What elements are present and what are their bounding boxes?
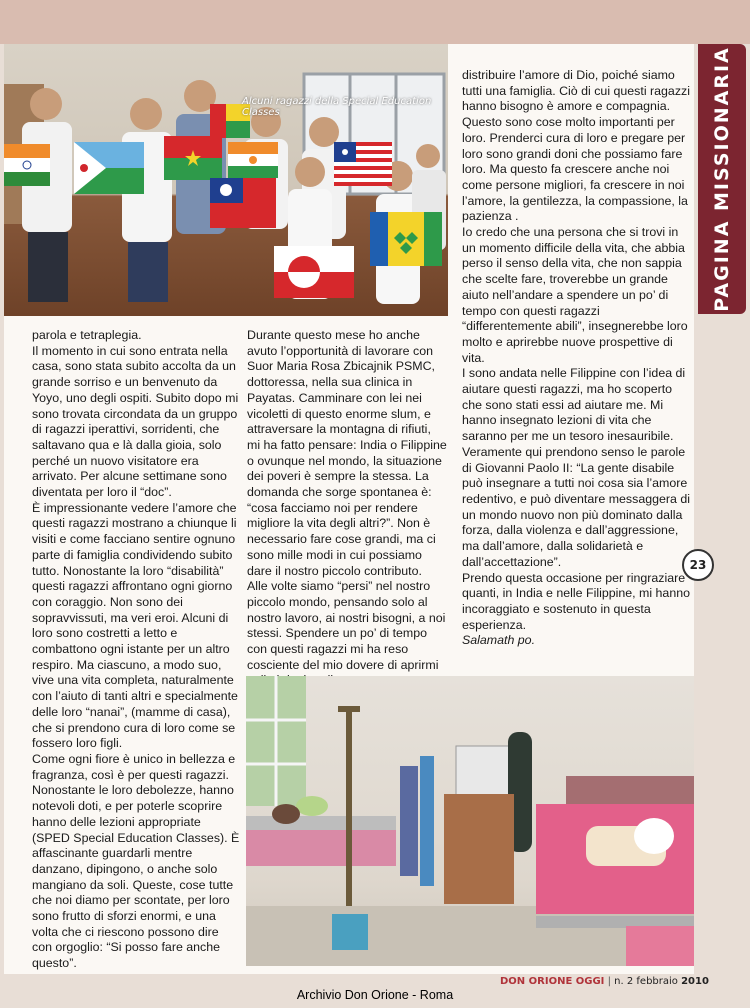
india-flag [4,144,50,186]
section-tab [698,44,746,314]
niger-flag [228,142,278,178]
greenland-flag [274,246,354,298]
djibouti-flag [74,142,144,194]
article-column-3-wrap [462,68,690,649]
article-column-3: distribuire l’amore di Dio, poiché siamo tutti una famiglia. Ciò di cui questi ragazzi hanno bisogno è amore e compagnia. Questo sono cose molto importanti per loro. Prenderci cura di loro e pregare per loro sono grandi doni che possiamo fare loro. Ma questo fa crescere anche noi come persone migliori, fa crescere in noi l’amore, la gentilezza, la compassione, la pazienza . Io credo che una persona che si trovi in un momento difficile della vita, che abbia perso il senso della vita, che non sappia che scelte fare, troverebbe un grande aiuto nell’andare a spendere un po’ di tempo con questi ragazzi “differentemente abili”, insegnerebbe loro molto e aprirebbe nuove prospettive di vita. I sono andata nelle Filippine con l’idea di aiutare questi ragazzi, ma ho scoperto che sono stati essi ad aiutare me. Mi hanno insegnato lezioni di vita che saranno per me un tesoro inesauribile. Veramente qui prendono senso le parole di Giovanni Paolo II: “La gente disabile può insegnare a tutti noi cosa sia l’amore redentivo, e può diventare messaggera di un mondo nuovo non più dominato dalla forza, dalla violenza e dall’aggressione, ma dall’amore, dalla solidarietà e dall’accettazione”. Prendo questa occasione per ringraziare quanti, in India e nelle Filippine, mi hanno incoraggiato e sostenuto in questa esperienza. [462,68,690,632]
photo-caption: Alcuni ragazzi della Special Education Classes [242,96,432,118]
hospital-room-photo [246,676,694,966]
magazine-name: DON ORIONE OGGI [500,976,605,987]
archive-label: Archivio Don Orione - Roma [296,988,454,1002]
article-signoff: Salamath po. [462,633,536,648]
burkina-faso-flag [164,136,222,180]
taiwan-flag [210,178,276,228]
article-column-1: parola e tetraplegia. Il momento in cui sono entrata nella casa, sono stata subito accolta da un grande sorriso e un benvenuto da Yoyo, uno degli ospiti. Subito dopo mi sono trovata circondata da un gruppo di ragazzi iperattivi, sorridenti, che saltavano qua e là dalla gioia, solo perché un nuovo visitatore era arrivato. Per alcune settimane sono diventata per loro il “doc”. È impressionante vedere l’amore che questi ragazzi mostrano a chiunque li visiti e come facciano sentire ognuno parte di famiglia condividendo subito tutto. Nonostante la loro “disabilità” questi ragazzi affrontano ogni giorno con coraggio. Non sono dei sopravvissuti, ma veri eroi. Alcuni di loro sono costretti a letto e combattono ogni istante per un altro respiro. Ma ciascuno, a modo suo, vive una vita completa, naturalmente con l’aiuto di tanti altri e specialmente delle loro “nanai”, (mamme di casa), che si prendono cura di loro come se fossero loro figli. Come ogni fiore è unico in bellezza e fragranza, così è per questi ragazzi. Nonostante le loro debolezze, hanno notevoli doti, e per poterle scoprire hanno delle lezioni appropriate (SPED Special Education Classes). È affascinante guardarli mentre danzano, dipingono, o anche solo mangiano da soli. Queste, cose tutte che noi diamo per scontate, per loro sono frutto di sforzi enormi, e una volta che ci riescono possono dire con orgoglio: “Si posso fare anche questo”. [32,328,240,971]
section-tab-label: PAGINA MISSIONARIA [711,46,733,312]
children-flags-photo [4,44,448,316]
children-flags-illustration [4,44,448,316]
hospital-room-illustration [246,676,694,966]
saint-vincent-flag [370,212,442,266]
page-footer: DON ORIONE OGGI | n. 2 febbraio 2010 [500,976,709,987]
liberia-flag [334,142,392,186]
issue-year: 2010 [681,976,709,987]
page-number: 23 [682,549,714,581]
article-column-2: Durante questo mese ho anche avuto l’opportunità di lavorare con Suor Maria Rosa Zbicajnik PSMC, dottoressa, nella sua clinica in Payatas. Camminare con lei nei vicoletti di questo enorme slum, e attraversare la montagna di rifiuti, mi ha fatto pensare: India o Filippine o ovunque nel mondo, la situazione dei poveri è sempre la stessa. La domanda che sorge spontanea è: “cosa facciamo noi per rendere migliore la vita degli altri?”. Non è necessario fare cose grandi, ma ci sono mille modi in cui possiamo dare il nostro piccolo contributo. Alle volte siamo “persi” nel nostro piccolo mondo, pensando solo al nostro lavoro, ai nostri bisogni, a noi stessi. Spendere un po’ di tempo con questi ragazzi mi ha reso cosciente del mio dovere di aprirmi [247,328,447,672]
top-band [0,0,750,44]
issue-info: n. 2 febbraio [614,976,678,987]
